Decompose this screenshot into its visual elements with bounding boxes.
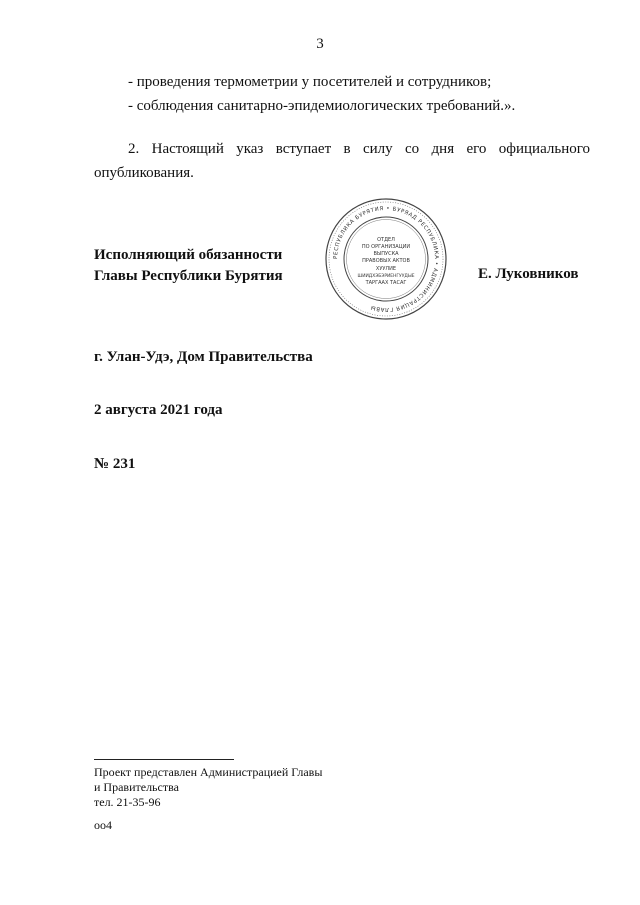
seal-line1: ОТДЕЛ bbox=[377, 237, 395, 243]
seal-line4: ПРАВОВЫХ АКТОВ bbox=[362, 258, 410, 264]
seal-line3: ВЫПУСКА bbox=[373, 251, 399, 257]
seal-line2: ПО ОРГАНИЗАЦИИ bbox=[361, 244, 411, 250]
footer-divider bbox=[94, 759, 234, 760]
footer-note-line1: Проект представлен Администрацией Главы bbox=[94, 765, 323, 779]
signature-title-line1: Исполняющий обязанности bbox=[94, 247, 283, 263]
seal-line5: ХУУЛИЕ bbox=[375, 266, 397, 272]
footer-note bbox=[94, 765, 322, 810]
signature-title bbox=[94, 245, 283, 287]
official-seal bbox=[324, 197, 448, 321]
page-number: 3 bbox=[316, 36, 324, 52]
footer-note-line2: и Правительства bbox=[94, 780, 179, 794]
paragraph-effective-date: 2. Настоящий указ вступает в силу со дня его официального опубликования. bbox=[94, 141, 590, 181]
signing-date: 2 августа 2021 года bbox=[94, 402, 223, 418]
bullet-item-thermometry: - проведения термометрии у посетителей и сотрудников; bbox=[128, 74, 492, 90]
footer-code: оо4 bbox=[94, 818, 112, 832]
bullet-item-sanitary: - соблюдения санитарно-эпидемиологических требований.». bbox=[128, 98, 516, 114]
seal-line6: ШИИДХЭБЭРИЕНГУУДЫЕ bbox=[357, 274, 415, 279]
signature-title-line2: Главы Республики Бурятия bbox=[94, 268, 283, 284]
signatory-name: Е. Луковников bbox=[478, 266, 579, 282]
decree-number: № 231 bbox=[94, 456, 136, 472]
seal-outer-text: РЕСПУБЛИКА БУРЯТИЯ • БУРЯАД РЕСПУБЛИКА • АДМИНИСТРАЦИЯ ГЛАВЫ bbox=[332, 205, 440, 313]
footer-note-phone: тел. 21-35-96 bbox=[94, 795, 161, 809]
signing-place: г. Улан-Удэ, Дом Правительства bbox=[94, 349, 313, 365]
seal-line7: ТАРГААХ ТАСАГ bbox=[365, 280, 407, 286]
